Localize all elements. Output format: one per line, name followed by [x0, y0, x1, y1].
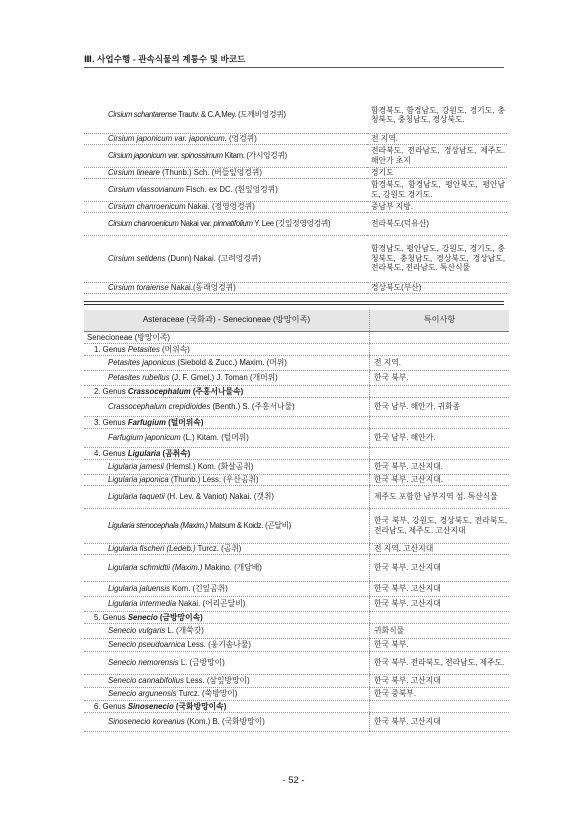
- distribution: 한국 남부. 해안가.: [370, 429, 510, 448]
- species-name: Cirsium toraiense Nakai.(동래엉겅퀴): [84, 282, 367, 293]
- species-name: Crassocephalum crepidioides (Benth.) S. (주홍서나물): [84, 398, 370, 417]
- species-name: Senecio vulgaris L. (개쑥갓): [84, 624, 370, 639]
- genus-row: [84, 612, 509, 624]
- table-row: [84, 212, 507, 235]
- table-row: [84, 144, 507, 167]
- species-name: Cirsium schantarense Trautv. & C.A.Mey. (도깨비엉겅퀴): [84, 98, 367, 133]
- species-name: Ligularia japonica (Thunb.) Less. (우산곰취): [84, 475, 370, 486]
- page-number: - 52 -: [282, 775, 305, 786]
- tribe-row: [84, 332, 509, 344]
- cirsium-species-table: [84, 98, 507, 294]
- table-divider-top: [84, 301, 504, 302]
- distribution: 경상북도(부산): [367, 282, 507, 293]
- species-name: Senecio pseudoarnica Less. (웅기솜나물): [84, 639, 370, 652]
- table-header-row: [84, 310, 509, 332]
- senecioneae-table: [84, 310, 509, 732]
- table-row: [84, 544, 509, 555]
- species-name: Cirsium vlassovianum Fisch. ex DC. (흰잎엉겅퀴): [84, 178, 367, 201]
- tribe-label: Senecioneae (방망이족): [84, 332, 370, 344]
- table-row: [84, 475, 509, 486]
- distribution: 함경남도, 평안남도, 강원도, 경기도, 충청북도, 충청남도, 경상북도, 경상남도, 전라북도, 전라남도. 특산식물: [367, 235, 507, 282]
- table-row: [84, 201, 507, 212]
- distribution: 한국 북부. 고산지대.: [370, 475, 510, 486]
- table-row: [84, 371, 509, 386]
- species-name: Cirsium setidens (Dunn) Nakai. (고려엉겅퀴): [84, 235, 367, 282]
- table-row: [84, 675, 509, 688]
- table-row: [84, 398, 509, 417]
- genus-row: [84, 417, 509, 429]
- species-name: Ligularia stenocephala (Maxim.) Matsum & Koidz. (곤달비): [84, 509, 370, 544]
- distribution: 전 지역.: [367, 133, 507, 144]
- genus-label: 2. Genus Crassocephalum (주홍서나물속): [84, 386, 370, 398]
- species-name: Ligularia taquetii (H. Lev. & Vaniot) Nakai. (갯취): [84, 486, 370, 509]
- species-name: Ligularia schmidtii (Maxim.) Makino. (개담배): [84, 555, 370, 582]
- distribution: 한국 북부.: [370, 639, 510, 652]
- distribution: 제주도 포함한 남부지역 섬. 특산식물: [370, 486, 510, 509]
- species-name: Ligularia intermedia Nakai. (어리곤달비): [84, 597, 370, 612]
- table-row: [84, 460, 509, 475]
- table-row: [84, 624, 509, 639]
- distribution: 함경북도, 함경남도, 강원도, 경기도, 충청북도, 충청남도, 경상북도.: [367, 98, 507, 133]
- distribution: 한국 북부. 고산지대: [370, 713, 510, 732]
- species-name: Petasites japonicus (Siebold & Zucc.) Maxim. (머위): [84, 356, 370, 371]
- species-name: Farfugium japonicum (L.) Kitam. (털머위): [84, 429, 370, 448]
- genus-label: 1. Genus Petasites (머위속): [84, 344, 370, 356]
- column-header-taxon: Asteraceae (국화과) - Senecioneae (방망이족): [84, 310, 370, 332]
- running-header: Ⅲ. 사업수행 - 관속식물의 계통수 및 바코드: [84, 54, 246, 64]
- distribution: 한국 북부. 고산지대: [370, 582, 510, 597]
- species-name: Cirsium japonicum var. japonicum. (엉겅퀴): [84, 133, 367, 144]
- genus-row: [84, 386, 509, 398]
- table-row: [84, 639, 509, 652]
- distribution: 전라북도(덕유산): [367, 212, 507, 235]
- table-row: [84, 486, 509, 509]
- table-row: [84, 582, 509, 597]
- genus-row: [84, 701, 509, 713]
- genus-label: 6. Genus Sinosenecio (국화방망이속): [84, 701, 370, 713]
- species-name: Senecio cannabifolius Less. (삼잎방망이): [84, 675, 370, 688]
- table-row: [84, 356, 509, 371]
- table-row: [84, 133, 507, 144]
- distribution: 한국 북부.: [370, 371, 510, 386]
- table-row: [84, 429, 509, 448]
- genus-label: 5. Genus Senecio (금방망이속): [84, 612, 370, 624]
- species-name: Ligularia fischeri (Ledeb.) Turcz. (곰취): [84, 544, 370, 555]
- table-row: [84, 282, 507, 293]
- distribution: 한국 북부, 강원도, 경상북도, 전라북도, 전라남도, 제주도. 고산지대: [370, 509, 510, 544]
- table-row: [84, 98, 507, 133]
- species-name: Cirsium chanroenicum Nakai var. pinnatifolium Y. Lee (깃잎정영엉겅퀴): [84, 212, 367, 235]
- distribution: 전 지역.: [370, 356, 510, 371]
- header-divider: [84, 67, 504, 68]
- species-name: Cirsium lineare (Thunb.) Sch. (버들잎엉겅퀴): [84, 167, 367, 178]
- distribution: 한국 북부. 고산지대: [370, 555, 510, 582]
- table-row: [84, 688, 509, 701]
- distribution: 한국 북부. 전라북도, 전라남도, 제주도.: [370, 652, 510, 675]
- table-row: [84, 509, 509, 544]
- distribution: 중남부 지방.: [367, 201, 507, 212]
- table-divider-bottom: [84, 304, 504, 305]
- distribution: 전 지역. 고산지대: [370, 544, 510, 555]
- distribution: 함경북도, 함경남도, 평안북도, 평안남도, 강원도 경기도.: [367, 178, 507, 201]
- species-name: Senecio nemorensis L. (금방망이): [84, 652, 370, 675]
- table-row: [84, 597, 509, 612]
- genus-row: [84, 344, 509, 356]
- genus-label: 3. Genus Farfugium (털머위속): [84, 417, 370, 429]
- distribution: 경기도: [367, 167, 507, 178]
- table-row: [84, 555, 509, 582]
- distribution: 전라북도, 전라남도, 경상남도, 제주도. 해안가 초지: [367, 144, 507, 167]
- table-row: [84, 235, 507, 282]
- distribution: 귀화식물: [370, 624, 510, 639]
- distribution: 한국 중북부.: [370, 688, 510, 701]
- table-row: [84, 167, 507, 178]
- species-name: Cirsium chanroenicum Nakai. (정영엉겅퀴): [84, 201, 367, 212]
- distribution: 한국 북부. 고산지대.: [370, 460, 510, 475]
- species-name: Ligularia jaluensis Kom. (긴잎곰취): [84, 582, 370, 597]
- species-name: Ligularia jamesii (Hemsl.) Kom. (화살곰취): [84, 460, 370, 475]
- distribution: 한국 남부. 해안가. 귀화종: [370, 398, 510, 417]
- table-row: [84, 178, 507, 201]
- genus-label: 4. Genus Ligularia (곰취속): [84, 448, 370, 460]
- species-name: Petasites rubellus (J. F. Gmel.) J. Toman (개머위): [84, 371, 370, 386]
- species-name: Senecio argunensis Turcz. (쑥방망이): [84, 688, 370, 701]
- genus-row: [84, 448, 509, 460]
- species-name: Cirsium japonicum var. spinossimum Kitam. (가시엉겅퀴): [84, 144, 367, 167]
- species-name: Sinosenecio koreanus (Kom.) B. (국화방망이): [84, 713, 370, 732]
- column-header-notes: 특이사항: [370, 310, 510, 332]
- table-row: [84, 713, 509, 732]
- distribution: 한국 북부. 고산지대: [370, 597, 510, 612]
- table-row: [84, 652, 509, 675]
- distribution: 한국 북부. 고산지대: [370, 675, 510, 688]
